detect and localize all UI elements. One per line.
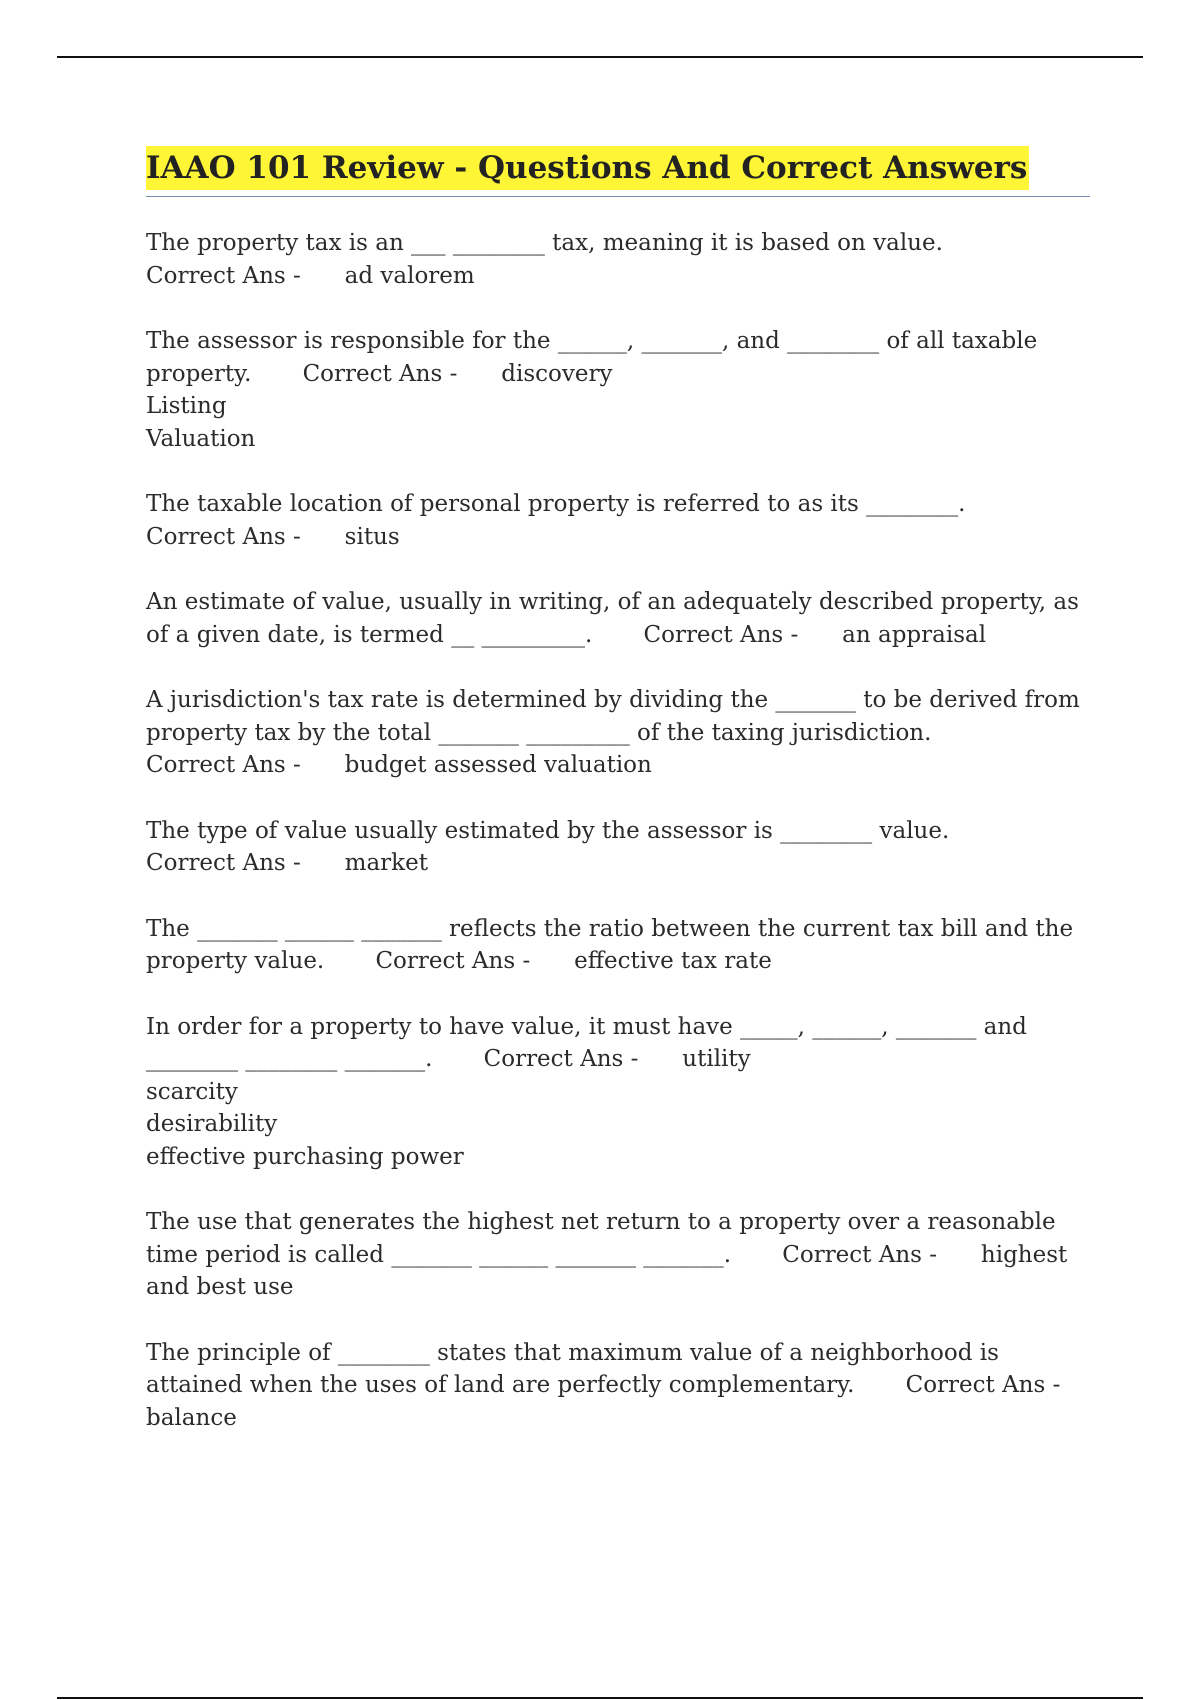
qa-item (146, 1011, 1090, 1174)
question-text: The _______ ______ _______ reflects the ratio between the current tax bill and the property value. (146, 915, 1081, 974)
answer-text: Correct Ans - discovery Listing Valuation (146, 360, 613, 452)
question-text: The assessor is responsible for the ______, _______, and ________ of all taxable property. (146, 328, 1045, 387)
qa-item (146, 325, 1090, 455)
answer-text: Correct Ans - highest and best use (146, 1241, 1075, 1300)
title-block (146, 146, 1090, 197)
qa-item (146, 913, 1090, 978)
qa-list (146, 227, 1105, 1434)
question-text: The type of value usually estimated by the assessor is ________ value. (146, 817, 950, 844)
document-body (146, 146, 1105, 1467)
answer-text: Correct Ans - ad valorem (146, 262, 475, 289)
page-top-rule (57, 56, 1143, 58)
question-text: In order for a property to have value, it must have _____, ______, _______ and ________ ________ _______. (146, 1013, 1035, 1072)
document-title: IAAO 101 Review - Questions And Correct Answers (146, 146, 1029, 190)
qa-item (146, 1206, 1090, 1304)
answer-text: Correct Ans - utility scarcity desirability effective purchasing power (146, 1046, 751, 1170)
qa-item (146, 684, 1090, 782)
page-bottom-rule (57, 1697, 1143, 1699)
question-text: The principle of ________ states that maximum value of a neighborhood is attained when the uses of land are perfectly complementary. (146, 1339, 1007, 1398)
question-text: The taxable location of personal property is referred to as its ________. (146, 491, 966, 517)
qa-item (146, 488, 1090, 553)
qa-item (146, 1337, 1105, 1435)
qa-item (146, 586, 1090, 651)
answer-text: Correct Ans - budget assessed valuation (146, 752, 652, 778)
question-text: An estimate of value, usually in writing, of an adequately described property, as of a given date, is termed __ _________. (146, 589, 1087, 648)
question-text: A jurisdiction's tax rate is determined by dividing the _______ to be derived from property tax by the total _______ _________ of the taxing jurisdiction. (146, 687, 1088, 746)
answer-text: Correct Ans - balance (146, 1372, 1105, 1431)
answer-text: Correct Ans - an appraisal (643, 621, 987, 648)
question-text: The property tax is an ___ ________ tax, meaning it is based on value. (146, 230, 943, 256)
answer-text: Correct Ans - effective tax rate (375, 948, 772, 974)
qa-item (146, 227, 1090, 292)
answer-text: Correct Ans - market (146, 850, 428, 876)
answer-text: Correct Ans - situs (146, 523, 400, 550)
qa-item (146, 815, 1090, 880)
question-text: The use that generates the highest net return to a property over a reasonable time period is called _______ ______ _______ _______. (146, 1209, 1063, 1268)
